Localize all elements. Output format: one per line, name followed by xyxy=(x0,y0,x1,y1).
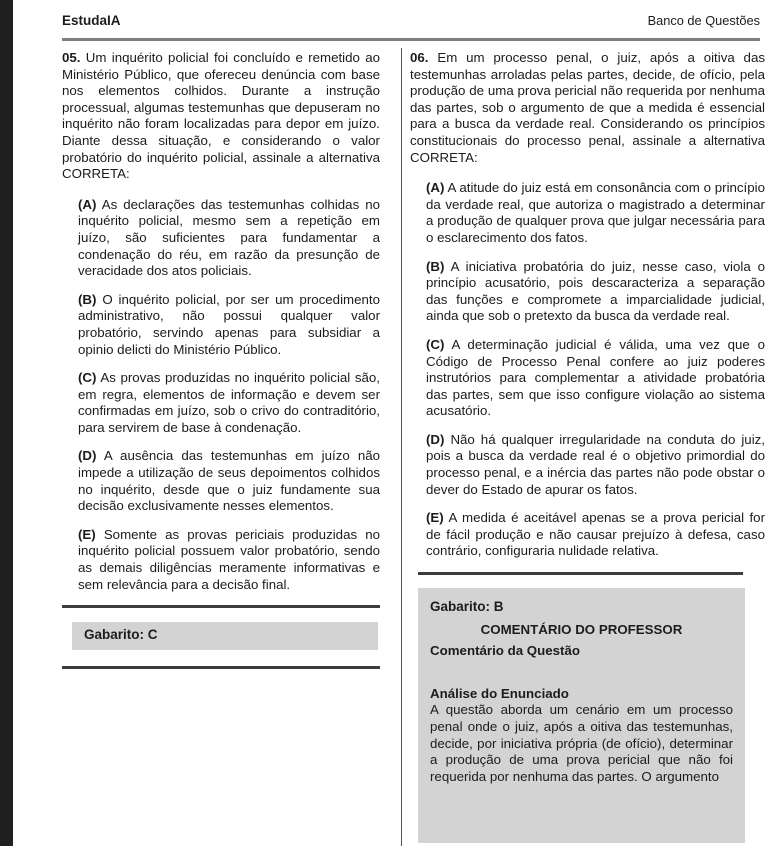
option-text-e: A medida é aceitável apenas se a prova pericial for de fácil produção e não causar prejuízo à defesa, caso contrário, configuraria nulidade relativa. xyxy=(426,510,765,559)
option-label-c: (C) xyxy=(78,370,97,386)
answer-separator-top xyxy=(418,572,743,575)
option-item-b xyxy=(426,259,765,325)
header-subtitle: Banco de Questões xyxy=(647,13,760,28)
option-item-a xyxy=(78,197,380,280)
option-text-a: As declarações das testemunhas colhidas no inquérito policial, mesmo sem a repetição em juízo, são suficientes para fundamentar a condenação do réu, em razão da presunção de veracidade dos atos policiais. xyxy=(78,196,380,279)
commentary-subtitle: Comentário da Questão xyxy=(430,643,580,659)
option-label-a: (A) xyxy=(78,196,97,212)
option-item-c xyxy=(426,337,765,420)
option-text-c: As provas produzidas no inquérito policial são, em regra, elementos de informação e devem ser confirmadas em juízo, sob o crivo do contraditório, para servirem de base à condenação. xyxy=(78,370,380,435)
question-05-column xyxy=(62,50,380,669)
option-item-e xyxy=(78,527,380,593)
option-text-d: Não há qualquer irregularidade na conduta do juiz, pois a busca da verdade real é o objetivo primordial do processo penal, e a inércia das partes não pode obstar o dever do Estado de apurar os fatos. xyxy=(426,431,765,497)
option-label-c: (C) xyxy=(426,336,445,352)
option-item-a xyxy=(426,180,765,246)
option-text-b: A iniciativa probatória do juiz, nesse caso, viola o princípio acusatório, pois descaracteriza a separação das funções e compromete a imparcialidade judicial, ainda que sob o pretexto da busca da verdade real. xyxy=(426,258,765,324)
page-header xyxy=(62,13,760,28)
question-number: 05. xyxy=(62,50,81,65)
option-label-b: (B) xyxy=(426,258,445,274)
header-rule xyxy=(62,38,760,41)
option-label-b: (B) xyxy=(78,291,97,307)
brand-title: EstudaIA xyxy=(62,13,121,28)
answer-label: Gabarito: C xyxy=(84,627,158,643)
commentary-body: A questão aborda um cenário em um processo penal onde o juiz, após a oitiva das testemunhas, decide, por iniciativa própria (de ofício), determinar a produção de uma prova pericial que não foi requerida por nenhuma das partes. O argumento xyxy=(430,702,733,784)
question-number: 06. xyxy=(410,50,429,65)
left-edge-bar xyxy=(0,0,13,846)
answer-separator-bottom xyxy=(62,666,380,669)
option-text-d: A ausência das testemunhas em juízo não impede a utilização de seus depoimentos colhidos no inquérito, desde que o juiz fundamente sua decisão exclusivamente nesses elementos. xyxy=(78,448,381,514)
answer-label: Gabarito: B xyxy=(430,599,504,615)
option-text-b: O inquérito policial, por ser um procedimento administrativo, não possui qualquer valor probatório, servindo apenas para subsidiar a opinio delicti do Ministério Público. xyxy=(78,291,380,357)
option-item-c xyxy=(78,370,380,436)
question-stem-text: Em um processo penal, o juiz, após a oitiva das testemunhas arroladas pelas partes, decide, de ofício, pela produção de uma prova pericial não requerida por nenhuma das partes, sob o argumento de que a medida é essencial para a busca da verdade real. Considerando os princípios constitucionais do processo penal, assinale a alternativa CORRETA: xyxy=(410,50,765,165)
option-item-d xyxy=(78,448,380,514)
option-label-d: (D) xyxy=(78,448,97,464)
question-06-column xyxy=(410,50,765,843)
option-label-e: (E) xyxy=(426,510,444,526)
answer-box xyxy=(72,622,378,650)
option-label-a: (A) xyxy=(426,180,445,196)
answer-commentary-box xyxy=(418,588,745,843)
option-text-a: A atitude do juiz está em consonância com o princípio da verdade real, que autoriza o magistrado a determinar a produção de qualquer prova que julgar necessária para o esclarecimento dos fatos. xyxy=(426,180,765,245)
option-label-d: (D) xyxy=(426,431,445,447)
question-stem-text: Um inquérito policial foi concluído e remetido ao Ministério Público, que ofereceu denúncia com base nos elementos colhidos. Durante a instrução processual, algumas testemunhas que depuseram no inquérito não foram localizadas para depor em juízo. Diante dessa situação, e considerando o valor probatório do inquérito policial, assinale a alternativa CORRETA: xyxy=(62,50,380,182)
option-text-e: Somente as provas periciais produzidas no inquérito policial possuem valor probatório, sendo as demais diligências meramente informativas e sem relevância para a decisão final. xyxy=(78,526,380,592)
answer-separator-top xyxy=(62,605,380,608)
column-divider xyxy=(401,48,402,846)
option-label-e: (E) xyxy=(78,526,96,542)
option-item-b xyxy=(78,292,380,358)
commentary-section-title: Análise do Enunciado xyxy=(430,685,569,701)
question-stem xyxy=(410,50,765,166)
option-item-e xyxy=(426,510,765,560)
option-text-c: A determinação judicial é válida, uma vez que o Código de Processo Penal confere ao juiz poderes instrutórios para complementar a atividade probatória das partes, sem que isso configure violação ao sistema acusatório. xyxy=(426,336,765,419)
question-stem xyxy=(62,50,380,183)
option-item-d xyxy=(426,432,765,498)
commentary-header: COMENTÁRIO DO PROFESSOR xyxy=(480,621,683,637)
